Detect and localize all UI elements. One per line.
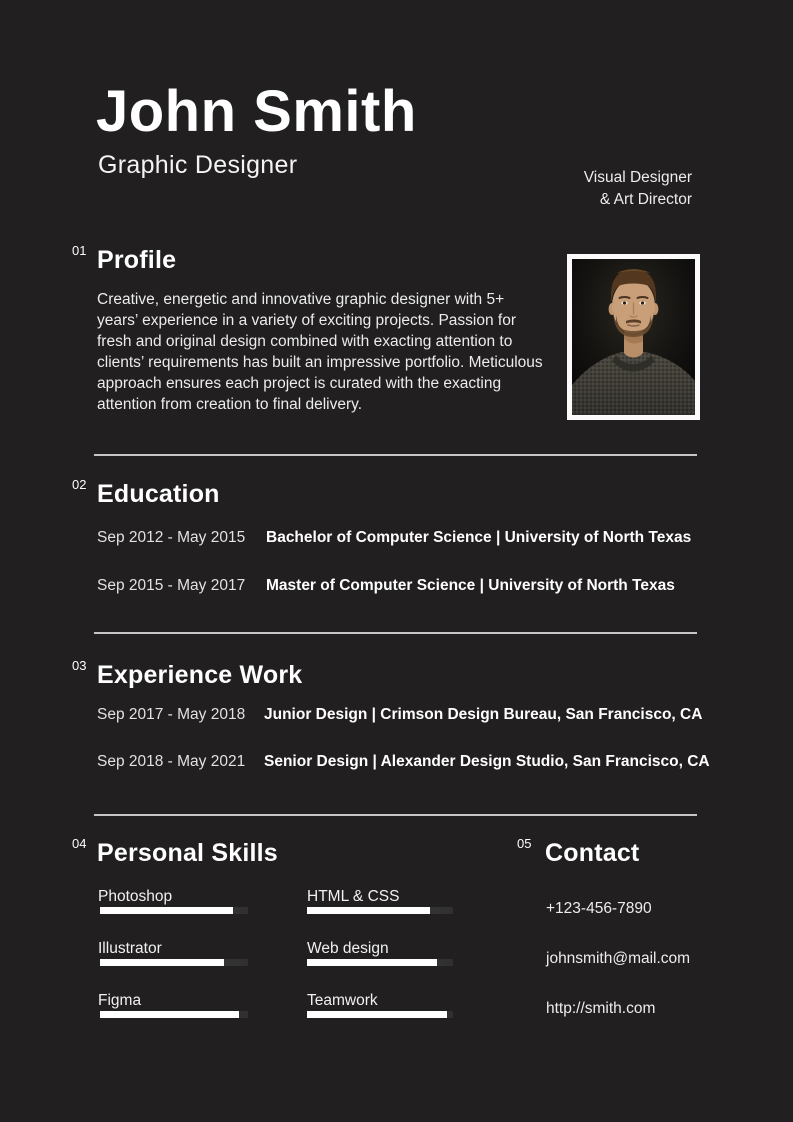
education-date: Sep 2012 - May 2015 (97, 529, 246, 546)
tagline-line-2: & Art Director (599, 190, 692, 208)
education-section-number: 02 (72, 477, 87, 492)
contact-section-heading: Contact (545, 839, 640, 867)
skill-bar-track (307, 907, 453, 914)
skill-bar-track (100, 1011, 248, 1018)
tagline-line-1: Visual Designer (583, 169, 692, 186)
skill-label: Illustrator (98, 940, 162, 957)
divider (94, 814, 697, 816)
skill-label: Teamwork (307, 992, 378, 1009)
portrait-illustration (572, 259, 695, 415)
skill-bar-track (307, 1011, 453, 1018)
contact-email: johnsmith@mail.com (546, 950, 691, 967)
skill-label: HTML & CSS (307, 888, 400, 905)
skills-section-number: 04 (72, 836, 87, 851)
skill-bar-fill (100, 1011, 239, 1018)
profile-summary-text: Creative, energetic and innovative graphic designer with 5+ years’ experience in a variety of exciting projects. Passion for fresh and original design combined with exacting attention to clients’ requirements has built an impressive portfolio. Meticulous approach ensures each project is curated with the exacting attention from creation to final delivery. (97, 291, 543, 413)
divider (94, 632, 697, 634)
experience-detail: Junior Design | Crimson Design Bureau, San Francisco, CA (264, 706, 703, 723)
profile-section-number: 01 (72, 243, 87, 258)
skill-bar-fill (307, 907, 430, 914)
profile-photo (567, 254, 700, 420)
education-detail: Master of Computer Science | University of North Texas (266, 577, 675, 594)
skills-section-heading: Personal Skills (97, 839, 278, 867)
contact-website: http://smith.com (546, 1000, 656, 1017)
experience-date: Sep 2018 - May 2021 (97, 753, 246, 770)
skill-bar-track (100, 907, 248, 914)
skill-label: Photoshop (98, 888, 173, 905)
tagline (584, 167, 692, 210)
experience-date: Sep 2017 - May 2018 (97, 706, 246, 723)
skill-bar-fill (100, 907, 233, 914)
experience-section-heading: Experience Work (97, 661, 303, 689)
education-detail: Bachelor of Computer Science | University of North Texas (266, 529, 692, 546)
education-date: Sep 2015 - May 2017 (97, 577, 246, 594)
education-section-heading: Education (97, 480, 220, 508)
skill-bar-fill (307, 1011, 447, 1018)
contact-phone: +123-456-7890 (546, 900, 652, 917)
skill-bar-fill (307, 959, 437, 966)
experience-section-number: 03 (72, 658, 87, 673)
job-title: Graphic Designer (98, 151, 298, 179)
contact-section-number: 05 (517, 836, 532, 851)
profile-section-heading: Profile (97, 246, 177, 274)
skill-bar-track (307, 959, 453, 966)
skill-bar-track (100, 959, 248, 966)
skill-bar-fill (100, 959, 224, 966)
skill-label: Web design (307, 940, 389, 957)
person-name: John Smith (96, 79, 417, 144)
divider (94, 454, 697, 456)
experience-detail: Senior Design | Alexander Design Studio, San Francisco, CA (264, 753, 710, 770)
skill-label: Figma (98, 992, 142, 1009)
